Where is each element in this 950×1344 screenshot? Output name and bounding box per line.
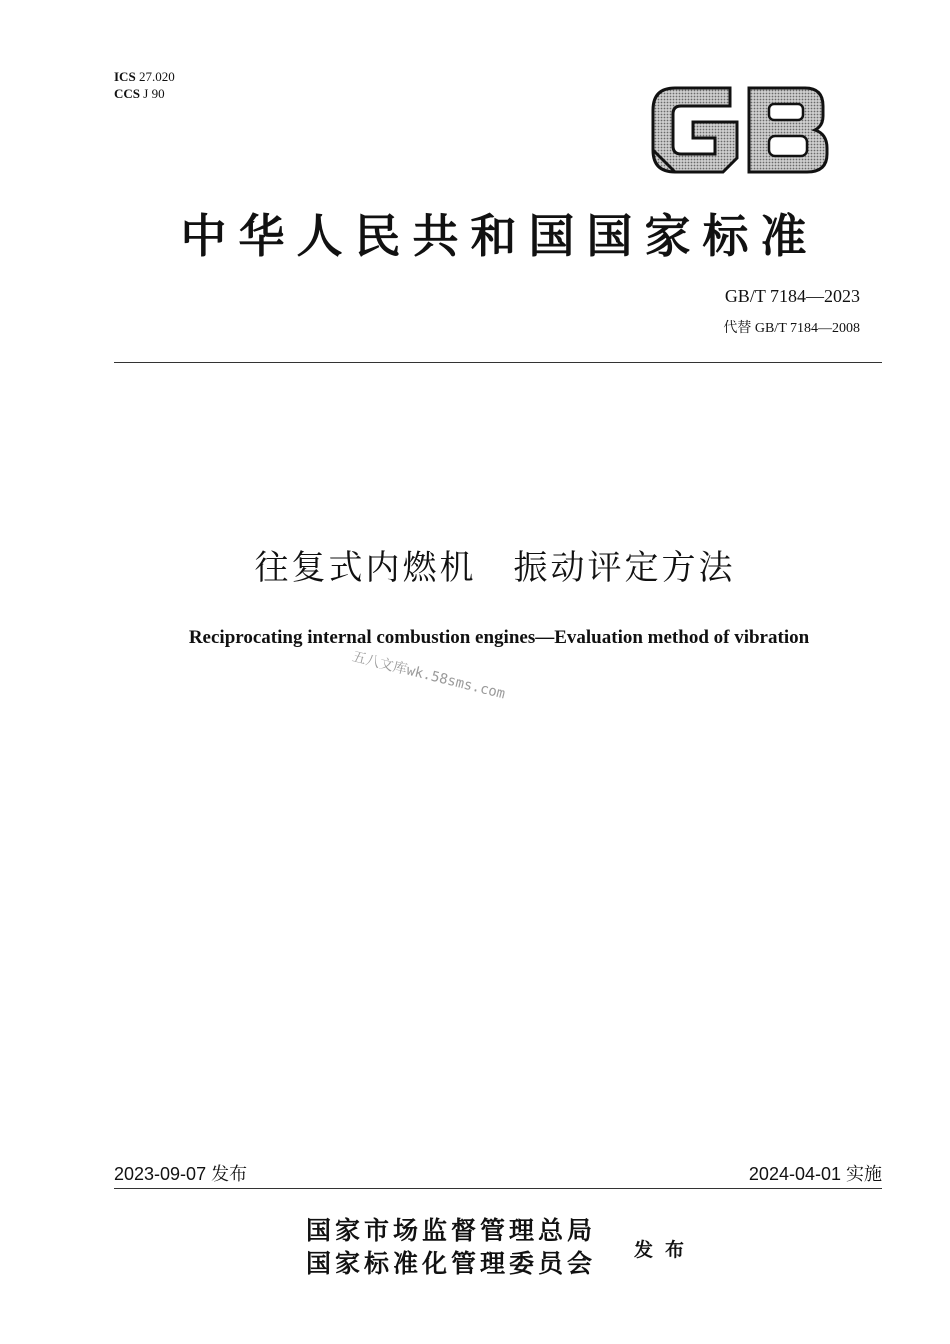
footer-divider (114, 1188, 882, 1189)
standard-number: GB/T 7184—2023 (724, 286, 860, 306)
document-title-chinese: 往复式内燃机 振动评定方法 (254, 548, 736, 588)
replaces-standard: 代替 GB/T 7184—2008 (723, 321, 860, 336)
issuer-samr: 国家市场监督管理总局 (306, 1216, 597, 1245)
classification-codes (114, 68, 175, 102)
issue-date: 2023-09-07 发布 (114, 1164, 248, 1184)
national-standard-title: 中华人民共和国国家标准 (180, 209, 819, 263)
header-divider (114, 362, 882, 363)
issuing-authorities (306, 1214, 596, 1280)
implementation-date: 2024-04-01 实施 (748, 1164, 882, 1184)
issuer-sac: 国家标准化管理委员会 (306, 1249, 597, 1278)
issue-action: 发布 (634, 1239, 697, 1261)
document-title-english: Reciprocating internal combustion engines—Evaluation method of vibration (188, 627, 810, 648)
watermark-text: 五八文库wk.58sms.com (350, 648, 507, 703)
ics-code: ICS 27.020 (114, 69, 175, 84)
gb-logo-icon (645, 80, 835, 178)
ccs-code: CCS J 90 (114, 86, 165, 101)
